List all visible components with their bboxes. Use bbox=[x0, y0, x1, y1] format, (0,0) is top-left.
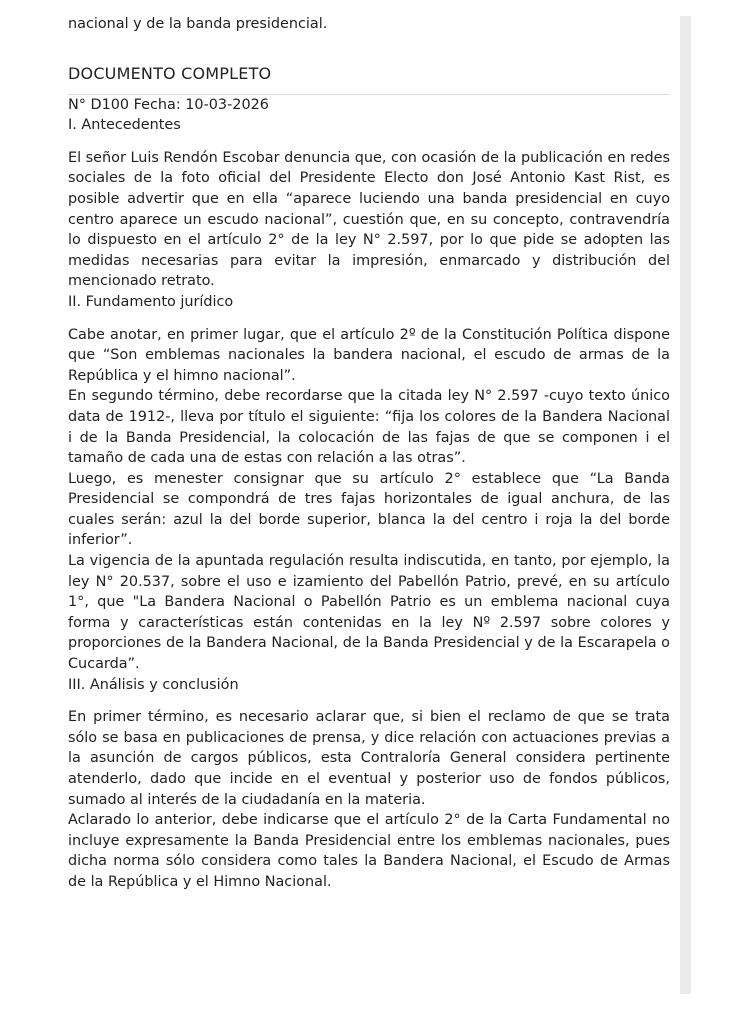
paragraph: En segundo término, debe recordarse que la citada ley N° 2.597 -cuyo texto único data de 1912-, lleva por título el siguiente: “fija los colores de la Bandera Nacional i de la Banda Presidencial, la colocación de las fajas de que se componen i el tamaño de cada una de estas con relación a las otras”. bbox=[68, 388, 670, 467]
paragraph: El señor Luis Rendón Escobar denuncia que, con ocasión de la publicación en redes sociales de la foto oficial del Presidente Electo don José Antonio Kast Rist, es posible advertir que en ella “aparece luciendo una banda presidencial en cuyo centro aparece un escudo nacional”, cuestión que, en su concepto, contravendría lo dispuesto en el artículo 2° de la ley N° 2.597, por lo que pide se adopten las medidas necesarias para evitar la impresión, enmarcado y distribución del mencionado retrato. bbox=[68, 149, 670, 290]
paragraph: Aclarado lo anterior, debe indicarse que el artículo 2° de la Carta Fundamental no incluye expresamente la Banda Presidencial entre los emblemas nacionales, pues dicha norma sólo considera como tales la Bandera Nacional, el Escudo de Armas de la República y el Himno Nacional. bbox=[68, 812, 670, 890]
scrollbar-track[interactable] bbox=[680, 16, 691, 994]
document-content bbox=[68, 14, 670, 893]
section-title-fundamento: II. Fundamento jurídico bbox=[68, 293, 234, 310]
paragraph: Luego, es menester consignar que su artículo 2° establece que “La Banda Presidencial se compondrá de tres fajas horizontales de igual anchura, de las cuales serán: azul la del borde superior, blanca la del centro i roja la del borde inferior”. bbox=[68, 470, 670, 549]
section-title-antecedentes: I. Antecedentes bbox=[68, 117, 181, 134]
paragraph: En primer término, es necesario aclarar que, si bien el reclamo de que se trata sólo se basa en publicaciones de prensa, y dice relación con actuaciones previas a la asunción de cargos públicos, esta Contraloría General considera pertinente atenderlo, dado que incide en el eventual y posterior uso de fondos públicos, sumado al interés de la ciudadanía en la materia. bbox=[68, 709, 670, 808]
document-heading: DOCUMENTO COMPLETO bbox=[68, 63, 670, 95]
paragraph: Cabe anotar, en primer lugar, que el artículo 2º de la Constitución Política dispone que “Son emblemas nacionales la bandera nacional, el escudo de armas de la República y el himno nacional”. bbox=[68, 326, 670, 384]
previous-text-fragment: nacional y de la banda presidencial. bbox=[68, 16, 328, 32]
section-title-analisis: III. Análisis y conclusión bbox=[68, 676, 239, 693]
paragraph: La vigencia de la apuntada regulación resulta indiscutida, en tanto, por ejemplo, la ley N° 20.537, sobre el uso e izamiento del Pabellón Patrio, prevé, en su artículo 1°, que "La Bandera Nacional o Pabellón Patrio es un emblema nacional cuya forma y características están contenidas en la ley Nº 2.597 sobre colores y proporciones de la Bandera Nacional, de la Banda Presidencial y de la Escarapela o Cucarda”. bbox=[68, 553, 670, 673]
document-meta: N° D100 Fecha: 10-03-2026 bbox=[68, 96, 269, 113]
